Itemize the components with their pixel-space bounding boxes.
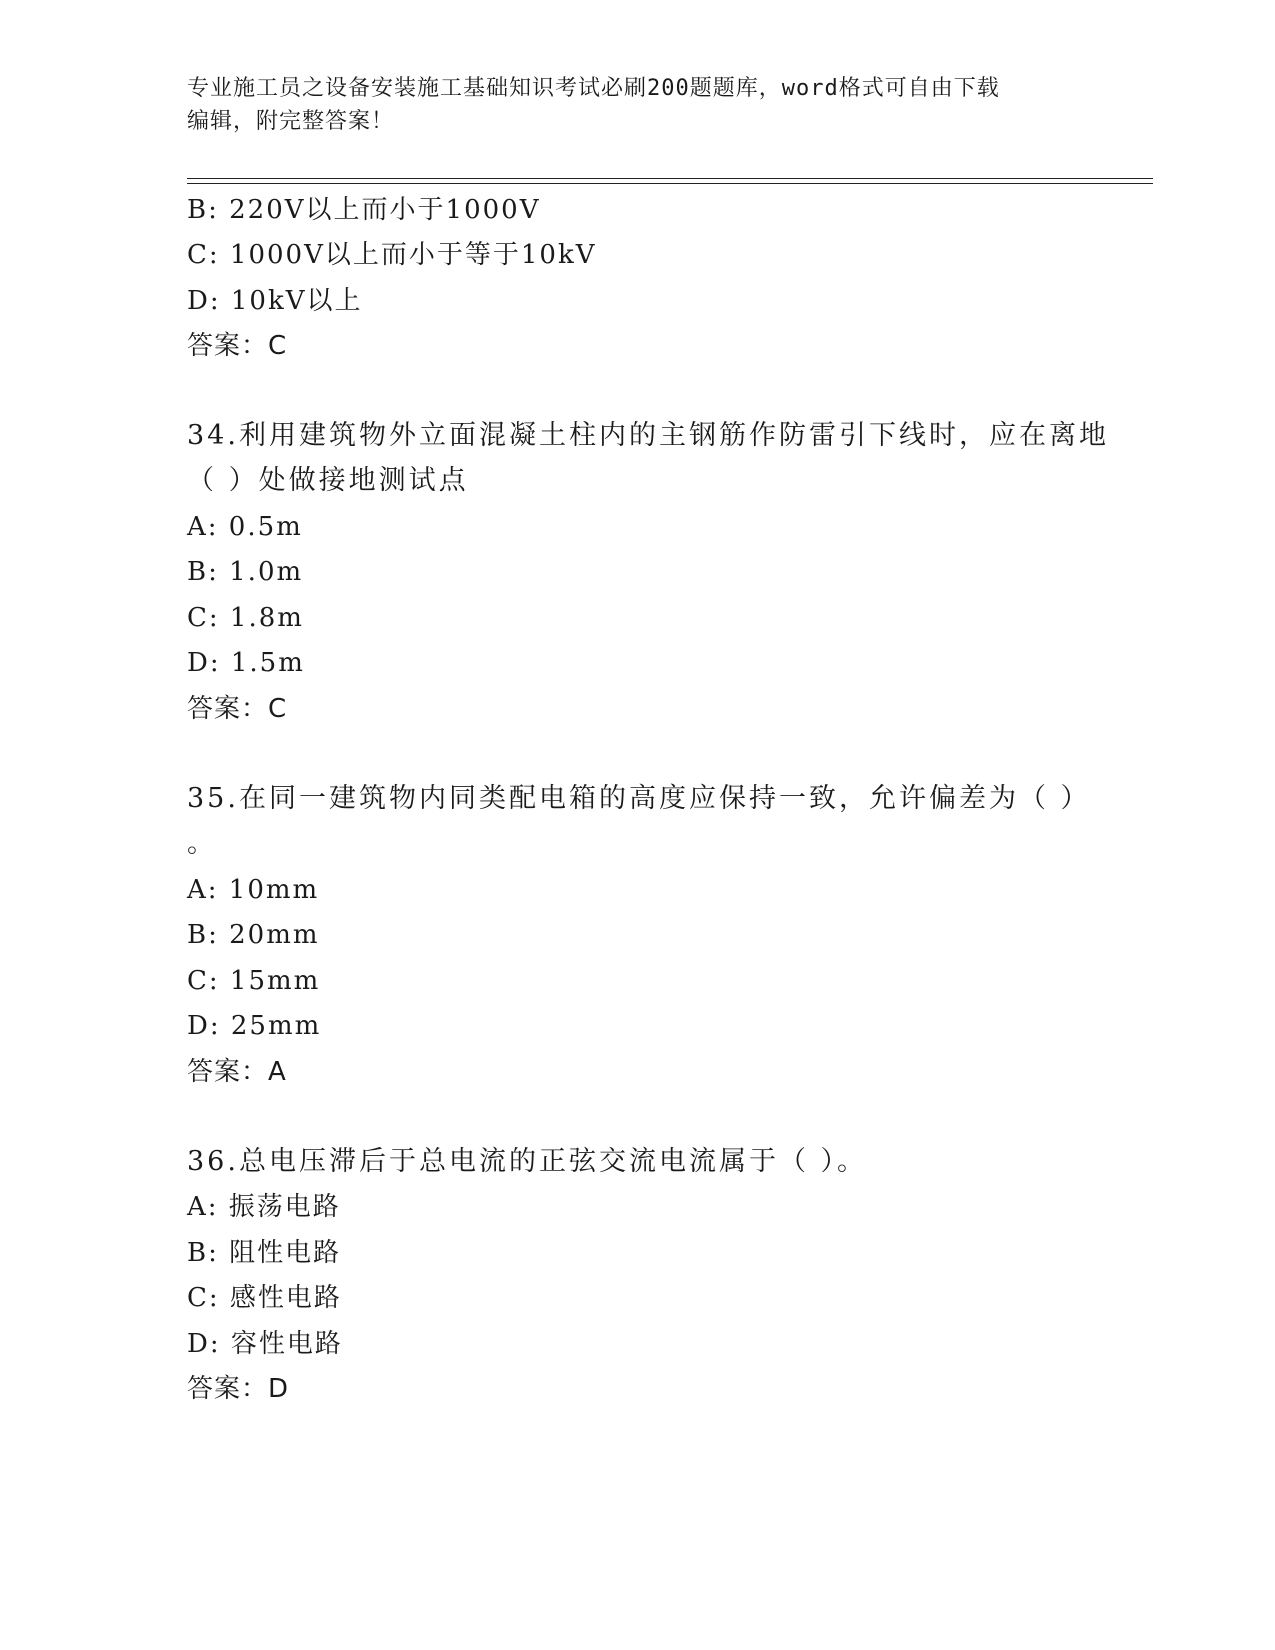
q33-answer: 答案：C: [187, 331, 288, 361]
q36-answer: 答案：D: [187, 1374, 290, 1404]
q33-option-b: B: 220V以上而小于1000V: [187, 195, 541, 225]
q34-option-b: B: 1.0m: [187, 557, 304, 587]
q36-option-d: D: 容性电路: [187, 1329, 343, 1359]
q35-stem-line-1: 35.在同一建筑物内同类配电箱的高度应保持一致，允许偏差为（ ）: [187, 783, 1091, 814]
q34-answer: 答案：C: [187, 694, 288, 724]
q34-stem-line-1: 34.利用建筑物外立面混凝土柱内的主钢筋作防雷引下线时，应在离地: [187, 420, 1109, 451]
q35-stem-line-2: 。: [187, 828, 217, 859]
q36-option-c: C: 感性电路: [187, 1283, 342, 1313]
header-title-line-2: 编辑，附完整答案！: [187, 109, 395, 134]
q36-option-a: A: 振荡电路: [187, 1192, 341, 1222]
q35-option-c: C: 15mm: [187, 966, 321, 996]
q34-option-c: C: 1.8m: [187, 603, 304, 633]
q33-option-c: C: 1000V以上而小于等于10kV: [187, 240, 597, 270]
q36-stem-line-1: 36.总电压滞后于总电流的正弦交流电流属于（ ）。: [187, 1146, 868, 1177]
q35-option-a: A: 10mm: [187, 875, 320, 905]
header-title-line-1: 专业施工员之设备安装施工基础知识考试必刷200题题库，word格式可自由下载: [187, 76, 1000, 101]
header-divider-bottom: [187, 183, 1153, 184]
q35-option-d: D: 25mm: [187, 1011, 322, 1041]
q34-option-d: D: 1.5m: [187, 648, 305, 678]
header-divider-top: [187, 178, 1153, 179]
q33-option-d: D: 10kV以上: [187, 286, 363, 316]
q34-stem-line-2: （ ）处做接地测试点: [187, 465, 469, 496]
document-header: [187, 72, 1087, 138]
q35-answer: 答案：A: [187, 1057, 287, 1087]
q34-option-a: A: 0.5m: [187, 512, 303, 542]
q35-option-b: B: 20mm: [187, 920, 320, 950]
q36-option-b: B: 阻性电路: [187, 1238, 342, 1268]
